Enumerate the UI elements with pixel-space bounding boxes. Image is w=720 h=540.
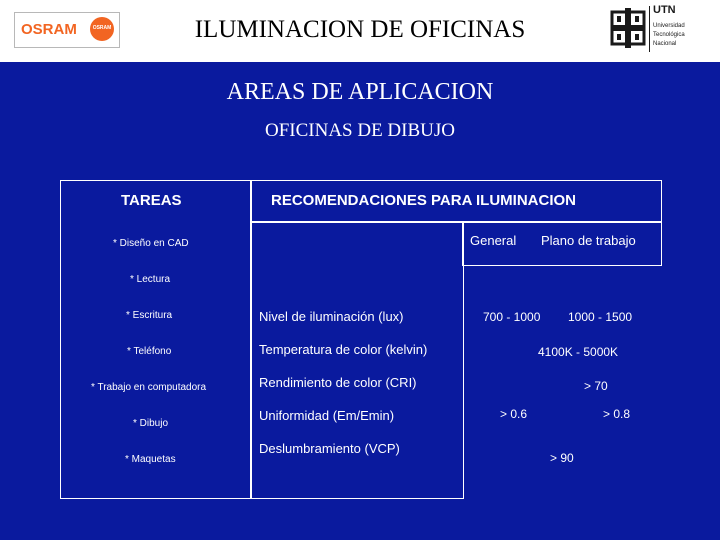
- tasks-header: TAREAS: [121, 192, 182, 209]
- parameter-label: Nivel de iluminación (lux): [259, 309, 404, 324]
- section-title: AREAS DE APLICACION: [226, 79, 494, 105]
- osram-logo-text: OSRAM: [21, 21, 77, 38]
- uniformity-general-value: > 0.6: [500, 407, 528, 421]
- tasks-column-box: [60, 180, 252, 499]
- illuminance-work-plane-value: 1000 - 1500: [568, 310, 633, 324]
- utn-line: Universidad: [653, 23, 685, 29]
- task-item: * Dibujo: [133, 418, 169, 429]
- general-subheader: General: [470, 233, 517, 248]
- task-item: * Escritura: [126, 310, 173, 321]
- parameter-label: Deslumbramiento (VCP): [259, 441, 400, 456]
- task-item: * Maquetas: [125, 454, 176, 465]
- task-item: * Diseño en CAD: [113, 238, 189, 249]
- utn-title: UTN: [653, 4, 676, 16]
- cri-value: > 70: [584, 379, 608, 393]
- utn-line: Nacional: [653, 41, 677, 47]
- uniformity-work-plane-value: > 0.8: [603, 407, 631, 421]
- utn-divider: [649, 6, 650, 52]
- utn-logo: [606, 4, 706, 56]
- parameters-column-box: [250, 221, 464, 499]
- illuminance-general-value: 700 - 1000: [483, 310, 541, 324]
- task-item: * Teléfono: [127, 346, 172, 357]
- utn-emblem-icon: [610, 6, 646, 50]
- osram-bulb-text: OSRAM: [92, 25, 112, 31]
- osram-logo: [14, 12, 120, 48]
- slide-title: ILUMINACION DE OFICINAS: [194, 16, 526, 43]
- parameter-label: Temperatura de color (kelvin): [259, 342, 428, 357]
- task-item: * Trabajo en computadora: [91, 382, 207, 393]
- task-item: * Lectura: [130, 274, 171, 285]
- recommendations-header: RECOMENDACIONES PARA ILUMINACION: [271, 192, 577, 209]
- subsection-title: OFICINAS DE DIBUJO: [264, 120, 455, 141]
- parameter-label: Uniformidad (Em/Emin): [259, 408, 395, 423]
- color-temperature-value: 4100K - 5000K: [538, 345, 619, 359]
- work-plane-subheader: Plano de trabajo: [541, 233, 636, 248]
- osram-bulb-icon: [90, 17, 114, 41]
- header-bar: [0, 0, 720, 62]
- utn-line: Tecnológica: [653, 32, 685, 38]
- glare-value: > 90: [550, 451, 574, 465]
- parameter-label: Rendimiento de color (CRI): [259, 375, 417, 390]
